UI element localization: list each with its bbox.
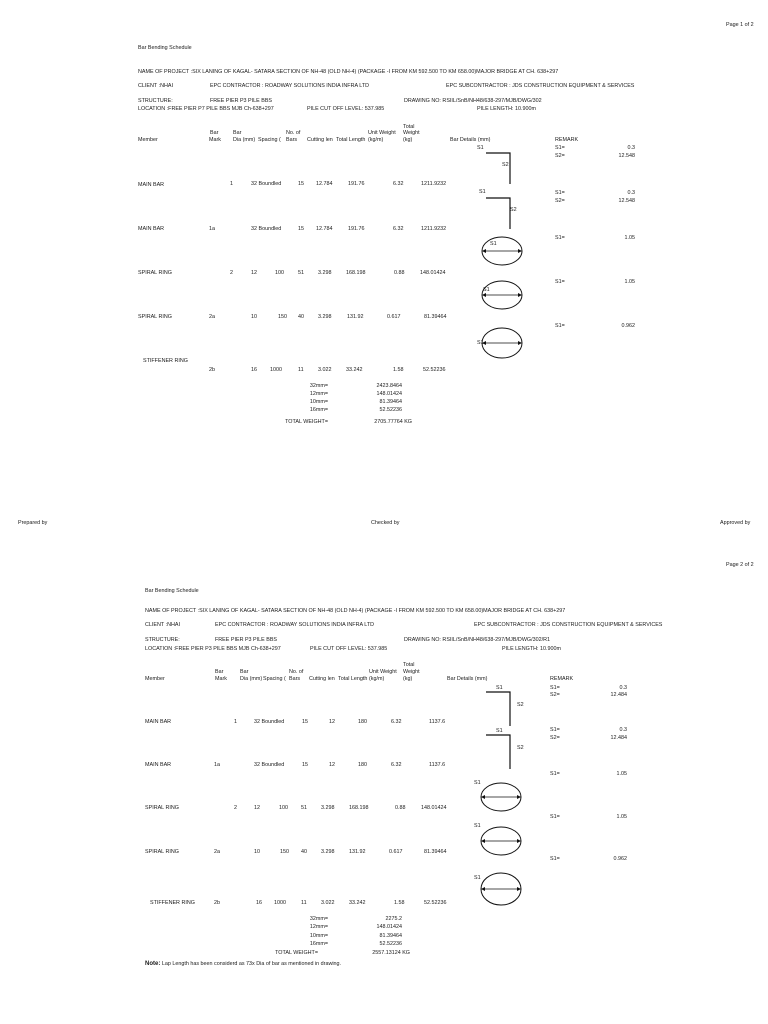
total-weight-value: 2705.77764 KG	[374, 419, 412, 425]
weight-cell: 52.52236	[423, 367, 446, 373]
col-total-length: Total Length	[338, 676, 368, 682]
ring-diagram	[480, 236, 524, 266]
location: LOCATION :FREE PIER P7 PILE BBS MJB Ch-638+297	[138, 106, 274, 112]
col-unit: (kg/m)	[368, 137, 384, 143]
summary-value: 2423.8464	[376, 383, 402, 389]
col-dia: Dia (mm)	[233, 137, 256, 143]
spacing-cell: 1000	[270, 367, 282, 373]
summary-label: 32mm=	[309, 383, 328, 389]
weight-cell: 1137.6	[429, 719, 446, 725]
col-bars: Bars	[286, 137, 298, 143]
shape-label-s1: S1	[477, 340, 484, 346]
summary-value: 2275.2	[385, 916, 402, 922]
ring-diagram	[480, 327, 524, 359]
unit-cell: 1.58	[393, 367, 404, 373]
remark-value: 1.05	[624, 279, 635, 285]
col-unit-weight: Unit Weight	[369, 669, 397, 675]
cut-cell: 3.298	[321, 849, 335, 855]
remark-value: 0.3	[619, 685, 627, 691]
remark-value: 12.548	[618, 153, 635, 159]
spacing-cell: 100	[279, 805, 288, 811]
total-cell: 33.242	[349, 900, 366, 906]
member-cell: SPIRAL RING	[145, 849, 179, 855]
note-text: Lap Length has been considerd as 73x Dia of bar as mentioned in drawing.	[160, 961, 342, 967]
cut-cell: 12.784	[316, 226, 333, 232]
remark-label: S2=	[550, 735, 560, 741]
mark-cell: 1	[234, 719, 237, 725]
col-bar-details: Bar Details (mm)	[447, 676, 488, 682]
dia-cell: 10	[251, 314, 257, 320]
mark-cell: 2	[234, 805, 237, 811]
structure-label: STRUCTURE:	[145, 637, 180, 643]
member-cell: STIFFENER RING	[143, 358, 188, 364]
total-weight-value: 2557.13124 KG	[372, 950, 410, 956]
weight-cell: 1137.6	[429, 762, 446, 768]
unit-cell: 6.32	[393, 181, 404, 187]
bars-cell: 15	[298, 181, 304, 187]
ring-diagram	[479, 872, 523, 906]
dia-cell: 32 Boundled	[251, 226, 282, 232]
structure-value: FREE PIER P3 PILE BBS	[215, 637, 278, 643]
total-cell: 191.76	[348, 181, 365, 187]
total-weight-label: TOTAL WEIGHT=	[275, 950, 318, 956]
summary-label: 16mm=	[309, 941, 328, 947]
approved-by: Approved by	[720, 520, 751, 526]
total-cell: 131.92	[347, 314, 364, 320]
unit-cell: 1.58	[394, 900, 405, 906]
schedule-title: Bar Bending Schedule	[138, 45, 192, 51]
summary-label: 32mm=	[309, 916, 328, 922]
summary-label: 12mm=	[309, 391, 328, 397]
mark-cell: 2b	[214, 900, 220, 906]
weight-cell: 148.01424	[421, 805, 447, 811]
epc-subcontractor: EPC SUBCONTRACTOR : JDS CONSTRUCTION EQUIPMENT & SERVICES	[446, 83, 635, 89]
bars-cell: 11	[298, 367, 304, 373]
shape-label-s1: S1	[474, 875, 481, 881]
col-bar-details: Bar Details (mm)	[450, 137, 491, 143]
shape-label-s2: S2	[510, 207, 517, 213]
total-cell: 33.242	[346, 367, 363, 373]
member-cell: MAIN BAR	[145, 762, 172, 768]
summary-value: 148.01424	[376, 391, 402, 397]
total-cell: 191.76	[348, 226, 365, 232]
cut-cell: 12	[329, 762, 335, 768]
col-remark: REMARK	[550, 676, 574, 682]
remark-label: S2=	[555, 153, 565, 159]
dia-cell: 12	[254, 805, 260, 811]
pile-cut-off-level: PILE CUT OFF LEVEL: 537.985	[307, 106, 385, 112]
col-weight: (kg)	[403, 676, 413, 682]
dia-cell: 32 Boundled	[251, 181, 282, 187]
total-cell: 168.198	[346, 270, 366, 276]
remark-value: 12.548	[618, 198, 635, 204]
drawing-number: DRAWING NO: RSIIL/SnB/NH48/638-297/MJB/DWG/302/R1	[404, 637, 550, 643]
col-member: Member	[138, 137, 158, 143]
member-cell: MAIN BAR	[138, 226, 165, 232]
epc-contractor: EPC CONTRACTOR : ROADWAY SOLUTIONS INDIA INFRA LTD	[215, 622, 375, 628]
shape-label-s1: S1	[490, 241, 497, 247]
summary-label: 12mm=	[309, 924, 328, 930]
location: LOCATION :FREE PIER P3 PILE BBS MJB Ch-638+297	[145, 646, 281, 652]
col-bar-dia-top: Bar	[240, 669, 249, 675]
remark-label: S1=	[550, 856, 560, 862]
client: CLIENT :NHAI	[138, 83, 173, 89]
page-2	[0, 540, 768, 1024]
remark-value: 0.962	[613, 856, 627, 862]
col-cutting-length: Cutting len	[307, 137, 333, 143]
dia-cell: 32 Boundled	[254, 762, 285, 768]
schedule-title: Bar Bending Schedule	[145, 588, 199, 594]
bars-cell: 51	[301, 805, 307, 811]
col-bar-dia-top: Bar	[233, 130, 242, 136]
member-cell: SPIRAL RING	[138, 270, 172, 276]
spacing-cell: 150	[278, 314, 287, 320]
total-cell: 168.198	[349, 805, 369, 811]
member-cell: MAIN BAR	[138, 182, 165, 188]
drawing-number: DRAWING NO: RSIIL/SnB/NH48/638-297/MJB/DWG/302	[404, 98, 542, 104]
member-cell: SPIRAL RING	[145, 805, 179, 811]
remark-value: 0.962	[621, 323, 635, 329]
cut-cell: 12	[329, 719, 335, 725]
cut-cell: 3.298	[321, 805, 335, 811]
remark-label: S1=	[550, 814, 560, 820]
remark-label: S2=	[555, 198, 565, 204]
remark-value: 1.05	[624, 235, 635, 241]
remark-label: S1=	[555, 279, 565, 285]
shape-label-s1: S1	[483, 287, 490, 293]
spacing-cell: 150	[280, 849, 289, 855]
mark-cell: 2a	[214, 849, 220, 855]
summary-value: 52.52236	[379, 407, 402, 413]
remark-value: 1.05	[616, 771, 627, 777]
remark-value: 0.3	[627, 145, 635, 151]
pile-length: PILE LENGTH: 10.900m	[477, 106, 537, 112]
col-remark: REMARK	[555, 137, 579, 143]
col-weight-top2: Weight	[403, 130, 420, 136]
page-number: Page 2 of 2	[726, 562, 754, 568]
cut-cell: 3.022	[321, 900, 335, 906]
remark-label: S1=	[555, 145, 565, 151]
mark-cell: 2a	[209, 314, 215, 320]
summary-value: 148.01424	[376, 924, 402, 930]
epc-contractor: EPC CONTRACTOR : ROADWAY SOLUTIONS INDIA INFRA LTD	[210, 83, 370, 89]
total-cell: 180	[358, 719, 367, 725]
col-bar-top: Bar	[210, 130, 219, 136]
cut-cell: 12.784	[316, 181, 333, 187]
weight-cell: 148.01424	[420, 270, 446, 276]
epc-subcontractor: EPC SUBCONTRACTOR : JDS CONSTRUCTION EQUIPMENT & SERVICES	[474, 622, 663, 628]
col-spacing: Spacing (	[263, 676, 286, 682]
remark-value: 12.484	[610, 692, 627, 698]
dia-cell: 16	[256, 900, 262, 906]
remark-label: S1=	[555, 190, 565, 196]
shape-label-s1: S1	[474, 780, 481, 786]
total-weight-label: TOTAL WEIGHT=	[285, 419, 328, 425]
prepared-by: Prepared by	[18, 520, 48, 526]
remark-label: S1=	[550, 685, 560, 691]
col-weight: (kg)	[403, 137, 413, 143]
dia-cell: 12	[251, 270, 257, 276]
remark-label: S1=	[555, 235, 565, 241]
member-cell: STIFFENER RING	[150, 900, 195, 906]
ring-diagram	[480, 280, 524, 310]
shape-label-s2: S2	[517, 745, 524, 751]
dia-cell: 16	[251, 367, 257, 373]
unit-cell: 6.32	[391, 762, 402, 768]
checked-by: Checked by	[371, 520, 400, 526]
unit-cell: 0.88	[394, 270, 405, 276]
unit-cell: 0.617	[389, 849, 403, 855]
col-weight-top1: Total	[403, 124, 415, 130]
unit-cell: 0.617	[387, 314, 401, 320]
col-bar-top: Bar	[215, 669, 224, 675]
member-cell: MAIN BAR	[145, 719, 172, 725]
summary-label: 10mm=	[309, 399, 328, 405]
mark-cell: 2b	[209, 367, 215, 373]
col-member: Member	[145, 676, 165, 682]
summary-value: 81.39464	[379, 399, 402, 405]
unit-cell: 6.32	[391, 719, 402, 725]
col-cutting-length: Cutting len	[309, 676, 335, 682]
mark-cell: 1a	[214, 762, 220, 768]
mark-cell: 2	[230, 270, 233, 276]
structure-label: STRUCTURE:	[138, 98, 173, 104]
unit-cell: 0.88	[395, 805, 406, 811]
col-unit-weight: Unit Weight	[368, 130, 396, 136]
col-no-of: No. of	[286, 130, 301, 136]
cut-cell: 3.022	[318, 367, 332, 373]
summary-label: 16mm=	[309, 407, 328, 413]
col-spacing: Spacing (	[258, 137, 281, 143]
bars-cell: 11	[301, 900, 307, 906]
shape-label-s1: S1	[496, 685, 503, 691]
summary-label: 10mm=	[309, 933, 328, 939]
remark-label: S1=	[550, 771, 560, 777]
bars-cell: 40	[298, 314, 304, 320]
pile-cut-off-level: PILE CUT OFF LEVEL: 537.985	[310, 646, 388, 652]
remark-label: S1=	[555, 323, 565, 329]
weight-cell: 81.39464	[424, 849, 447, 855]
remark-label: S2=	[550, 692, 560, 698]
bars-cell: 40	[301, 849, 307, 855]
project-name: NAME OF PROJECT :SIX LANING OF KAGAL- SATARA SECTION OF NH-48 (OLD NH-4) (PACKAGE -I FROM KM 592.500 TO KM 658.00)MAJOR BRIDGE AT CH. 638+297	[145, 608, 566, 614]
dia-cell: 32 Boundled	[254, 719, 285, 725]
col-weight-top2: Weight	[403, 669, 420, 675]
weight-cell: 52.52236	[424, 900, 447, 906]
col-total-length: Total Length	[336, 137, 366, 143]
shape-label-s2: S2	[502, 162, 509, 168]
note	[145, 961, 341, 967]
shape-label-s1: S1	[479, 189, 486, 195]
member-cell: SPIRAL RING	[138, 314, 172, 320]
total-cell: 180	[358, 762, 367, 768]
shape-label-s1: S1	[477, 145, 484, 151]
project-name: NAME OF PROJECT :SIX LANING OF KAGAL- SATARA SECTION OF NH-48 (OLD NH-4) (PACKAGE -I FROM KM 592.500 TO KM 658.00)MAJOR BRIDGE AT CH. 638+297	[138, 69, 559, 75]
remark-value: 1.05	[616, 814, 627, 820]
col-mark: Mark	[209, 137, 221, 143]
unit-cell: 6.32	[393, 226, 404, 232]
weight-cell: 81.39464	[424, 314, 447, 320]
weight-cell: 1211.9232	[421, 226, 447, 232]
col-no-of: No. of	[289, 669, 304, 675]
col-weight-top1: Total	[403, 662, 415, 668]
shape-label-s2: S2	[517, 702, 524, 708]
mark-cell: 1a	[209, 226, 215, 232]
summary-value: 81.39464	[379, 933, 402, 939]
bars-cell: 51	[298, 270, 304, 276]
total-cell: 131.92	[349, 849, 366, 855]
col-mark: Mark	[215, 676, 227, 682]
weight-cell: 1211.9232	[421, 181, 447, 187]
col-bars: Bars	[289, 676, 301, 682]
mark-cell: 1	[230, 181, 233, 187]
remark-value: 0.3	[619, 727, 627, 733]
pile-length: PILE LENGTH: 10.900m	[502, 646, 562, 652]
summary-value: 52.52236	[379, 941, 402, 947]
bars-cell: 15	[302, 762, 308, 768]
col-dia: Dia (mm)	[240, 676, 263, 682]
ring-diagram	[479, 782, 523, 812]
client: CLIENT :NHAI	[145, 622, 180, 628]
cut-cell: 3.298	[318, 270, 332, 276]
page-number: Page 1 of 2	[726, 22, 754, 28]
spacing-cell: 100	[275, 270, 284, 276]
cut-cell: 3.298	[318, 314, 332, 320]
shape-label-s1: S1	[474, 823, 481, 829]
bars-cell: 15	[302, 719, 308, 725]
bars-cell: 15	[298, 226, 304, 232]
remark-value: 12.484	[610, 735, 627, 741]
col-unit: (kg/m)	[369, 676, 385, 682]
spacing-cell: 1000	[274, 900, 286, 906]
shape-label-s1: S1	[496, 728, 503, 734]
remark-label: S1=	[550, 727, 560, 733]
dia-cell: 10	[254, 849, 260, 855]
note-label: Note:	[145, 961, 161, 967]
remark-value: 0.3	[627, 190, 635, 196]
ring-diagram	[479, 826, 523, 856]
structure-value: FREE PIER P3 PILE BBS	[210, 98, 273, 104]
